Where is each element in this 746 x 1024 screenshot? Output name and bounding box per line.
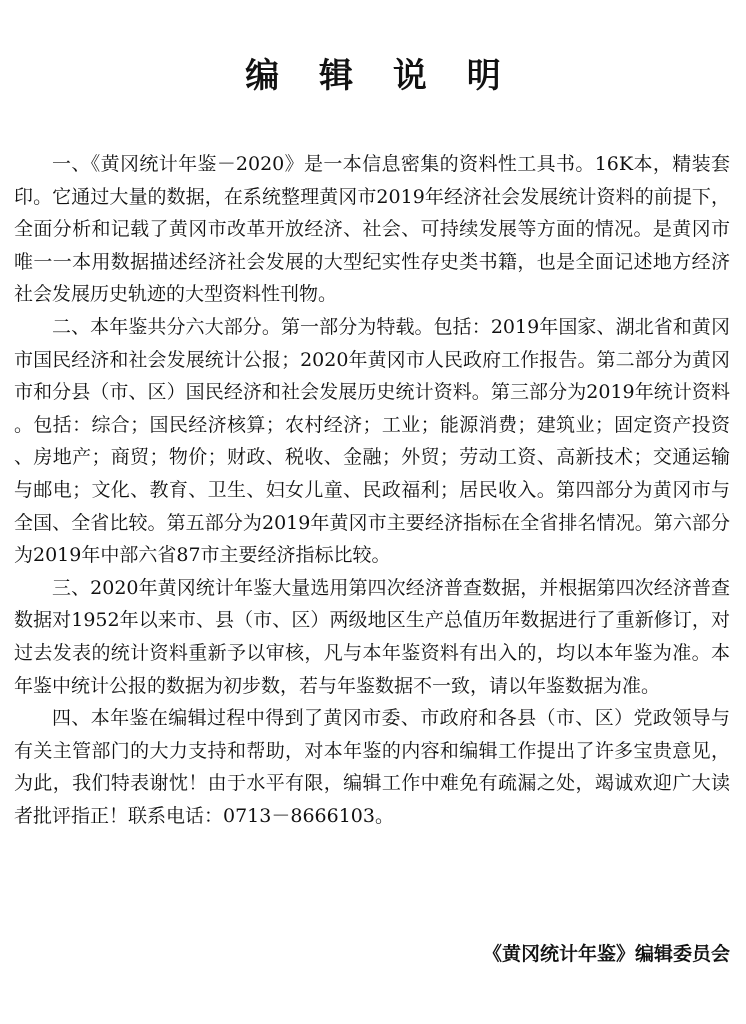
page-title: 编 辑 说 明 — [245, 56, 515, 96]
body-text — [14, 148, 730, 832]
paragraph-1: 一、《黄冈统计年鉴－2020》是一本信息密集的资料性工具书。16K本，精装套印。它通过大量的数据，在系统整理黄冈市2019年经济社会发展统计资料的前提下，全面分析和记载了黄冈市改革开放经济、社会、可持续发展等方面的情况。是黄冈市唯一一本用数据描述经济社会发展的大型纪实性存史类书籍，也是全面记述地方经济社会发展历史轨迹的大型资料性刊物。 — [14, 153, 730, 306]
paragraph-4: 四、本年鉴在编辑过程中得到了黄冈市委、市政府和各县（市、区）党政领导与有关主管部门的大力支持和帮助，对本年鉴的内容和编辑工作提出了许多宝贵意见，为此，我们特表谢忱！由于水平有限，编辑工作中难免有疏漏之处，竭诚欢迎广大读者批评指正！联系电话：0713－8666103。 — [14, 707, 730, 827]
paragraph-3: 三、2020年黄冈统计年鉴大量选用第四次经济普查数据，并根据第四次经济普查数据对1952年以来市、县（市、区）两级地区生产总值历年数据进行了重新修订，对过去发表的统计资料重新予以审核，凡与本年鉴资料有出入的，均以本年鉴为准。本年鉴中统计公报的数据为初步数，若与年鉴数据不一致，请以年鉴数据为准。 — [14, 576, 730, 697]
paragraph-2: 二、本年鉴共分六大部分。第一部分为特载。包括：2019年国家、湖北省和黄冈市国民经济和社会发展统计公报；2020年黄冈市人民政府工作报告。第二部分为黄冈市和分县（市、区）国民经济和社会发展历史统计资料。第三部分为2019年统计资料。包括：综合；国民经济核算；农村经济；工业；能源消费；建筑业；固定资产投资、房地产；商贸；物价；财政、税收、金融；外贸；劳动工资、高新技术；交通运输与邮电；文化、教育、卫生、妇女儿童、民政福利；居民收入。第四部分为黄冈市与全国、全省比较。第五部分为2019年黄冈市主要经济指标在全省排名情况。第六部分为2019年中部六省87市主要经济指标比较。 — [14, 315, 730, 567]
signature: 《黄冈统计年鉴》编辑委员会 — [482, 943, 730, 965]
